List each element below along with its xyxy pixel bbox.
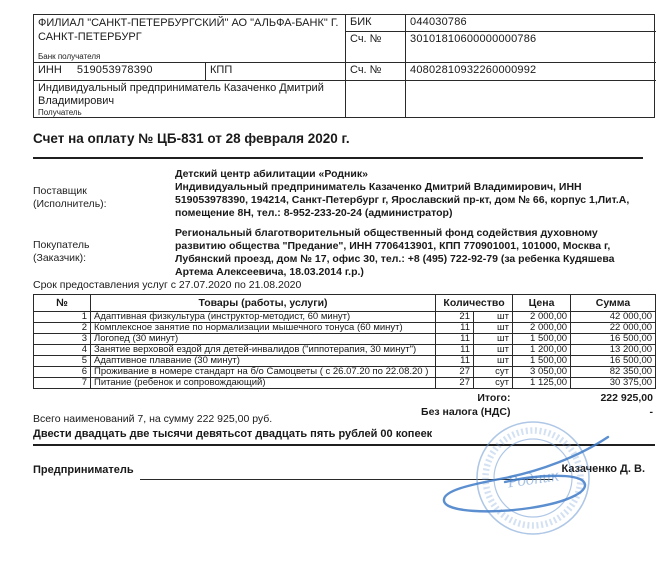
items-table <box>33 294 656 389</box>
row-name: Адаптивная физкультура (инструктор-методист, 60 минут) <box>91 312 436 323</box>
bik-value-cell <box>406 15 656 32</box>
row-unit: шт <box>474 356 513 367</box>
items-count-line: Всего наименований 7, на сумму 222 925,00 руб. <box>33 413 273 425</box>
row-num: 6 <box>34 367 91 378</box>
bik-value: 044030786 <box>410 16 467 28</box>
items-header-row <box>34 295 656 312</box>
inn-label: ИНН <box>38 64 62 76</box>
row-unit: шт <box>474 312 513 323</box>
row-qty: 27 <box>436 378 474 389</box>
row-qty: 27 <box>436 367 474 378</box>
items-table-wrap <box>33 294 656 389</box>
row-qty: 11 <box>436 356 474 367</box>
row-sum: 16 500,00 <box>571 356 656 367</box>
total-label: Итого: <box>477 392 511 404</box>
account-value: 40802810932260000992 <box>410 64 537 76</box>
row-price: 3 050,00 <box>513 367 571 378</box>
row-name: Занятие верховой ездой для детей-инвалидов ("иппотерапия, 30 минут") <box>91 345 436 356</box>
tax-label: Без налога (НДС) <box>421 406 511 418</box>
row-name: Логопед (30 минут) <box>91 334 436 345</box>
total-row <box>33 392 655 404</box>
row-sum: 22 000,00 <box>571 323 656 334</box>
row-sum: 13 200,00 <box>571 345 656 356</box>
row-name: Питание (ребенок и сопровождающий) <box>91 378 436 389</box>
bank-name: ФИЛИАЛ "САНКТ-ПЕТЕРБУРГСКИЙ" АО "АЛЬФА-БАНК" Г. САНКТ-ПЕТЕРБУРГ <box>38 17 339 43</box>
corr-account-label: Сч. № <box>350 33 382 45</box>
row-sum: 30 375,00 <box>571 378 656 389</box>
title-divider <box>33 157 643 159</box>
row-num: 5 <box>34 356 91 367</box>
bank-name-cell <box>34 15 346 63</box>
supplier-label: Поставщик (Исполнитель): <box>33 185 107 210</box>
table-row <box>34 378 656 389</box>
row-name: Проживание в номере стандарт на б/о Самоцветы ( с 26.07.20 по 22.08.20 ) <box>91 367 436 378</box>
row-price: 1 200,00 <box>513 345 571 356</box>
row-name: Комплексное занятие по нормализации мышечного тонуса (60 минут) <box>91 323 436 334</box>
col-num: № <box>34 295 91 312</box>
row-qty: 21 <box>436 312 474 323</box>
supplier-name: Детский центр абилитации «Родник» <box>175 168 368 180</box>
col-sum: Сумма <box>571 295 656 312</box>
table-row <box>34 356 656 367</box>
row-unit: шт <box>474 334 513 345</box>
table-row <box>34 323 656 334</box>
col-qty: Количество <box>436 295 513 312</box>
row-unit: шт <box>474 345 513 356</box>
service-period: Срок предоставления услуг с 27.07.2020 по 21.08.2020 <box>33 279 302 291</box>
signer-name: Казаченко Д. В. <box>561 463 645 475</box>
row-num: 2 <box>34 323 91 334</box>
invoice-title: Счет на оплату № ЦБ-831 от 28 февраля 2020 г. <box>33 131 350 146</box>
row-price: 2 000,00 <box>513 312 571 323</box>
row-sum: 82 350,00 <box>571 367 656 378</box>
row-qty: 11 <box>436 345 474 356</box>
kpp-label: КПП <box>210 64 233 76</box>
signer-role-label: Предприниматель <box>33 464 134 476</box>
inn-cell <box>34 63 206 81</box>
amount-in-words: Двести двадцать две тысячи девятьсот двадцать пять рублей 00 копеек <box>33 428 433 440</box>
table-row <box>34 312 656 323</box>
bik-label: БИК <box>350 16 372 28</box>
tax-value: - <box>649 406 653 418</box>
table-row <box>34 334 656 345</box>
row-price: 1 500,00 <box>513 356 571 367</box>
table-row <box>34 345 656 356</box>
corr-label-cell <box>346 32 406 63</box>
col-price: Цена <box>513 295 571 312</box>
stamp-inner-ring <box>494 439 572 517</box>
row-name: Адаптивное плавание (30 минут) <box>91 356 436 367</box>
row-unit: шт <box>474 323 513 334</box>
company-stamp <box>420 415 660 563</box>
corr-value-cell <box>406 32 656 63</box>
stamp-center-text: Родник <box>506 465 560 492</box>
table-row <box>34 367 656 378</box>
row-unit: сут <box>474 367 513 378</box>
row-price: 1 125,00 <box>513 378 571 389</box>
bank-requisites-table <box>33 14 655 118</box>
row-qty: 11 <box>436 334 474 345</box>
row-num: 3 <box>34 334 91 345</box>
col-name: Товары (работы, услуги) <box>91 295 436 312</box>
acc-label-cell <box>346 63 406 81</box>
supplier-info <box>175 168 647 220</box>
row-sum: 42 000,00 <box>571 312 656 323</box>
bik-label-cell <box>346 15 406 32</box>
row-num: 4 <box>34 345 91 356</box>
supplier-details: Индивидуальный предприниматель Казаченко Дмитрий Владимирович, ИНН 519053978390, 194214, Санкт-Петербург г, Ярославский пр-кт, дом № 66, корпус 1,Лит.А, помещение 8Н, тел.: 8-952-233-20-24 (администратор) <box>175 181 630 219</box>
bank-name-caption: Банк получателя <box>38 52 101 61</box>
signature-line <box>140 479 553 480</box>
recipient-caption: Получатель <box>38 107 82 117</box>
empty-cell-mid <box>346 81 406 118</box>
row-num: 7 <box>34 378 91 389</box>
buyer-label: Покупатель (Заказчик): <box>33 239 90 264</box>
buyer-info: Региональный благотворительный общественный фонд содействия духовному развитию общества "Предание", ИНН 7706413901, КПП 770901001, 101000, Москва г, Лубянский проезд, дом № 17, офис 30, тел.: +8 (495) 722-92-79 (за ребенка Кудяшева Артема Алексеевича, 18.03.2014 г.р.) <box>175 227 615 278</box>
row-price: 1 500,00 <box>513 334 571 345</box>
total-value: 222 925,00 <box>600 392 653 404</box>
kpp-cell <box>206 63 346 81</box>
corr-account-value: 30101810600000000786 <box>410 33 537 45</box>
bottom-divider <box>33 444 655 446</box>
row-qty: 11 <box>436 323 474 334</box>
inn-value: 519053978390 <box>76 64 153 76</box>
row-num: 1 <box>34 312 91 323</box>
row-price: 2 000,00 <box>513 323 571 334</box>
stamp-outer-ring <box>477 422 589 534</box>
empty-cell-right <box>406 81 656 118</box>
acc-value-cell <box>406 63 656 81</box>
row-sum: 16 500,00 <box>571 334 656 345</box>
row-unit: сут <box>474 378 513 389</box>
recipient-name: Индивидуальный предприниматель Казаченко Дмитрий Владимирович <box>38 82 324 107</box>
recipient-cell <box>34 81 346 118</box>
account-label: Сч. № <box>350 64 382 76</box>
